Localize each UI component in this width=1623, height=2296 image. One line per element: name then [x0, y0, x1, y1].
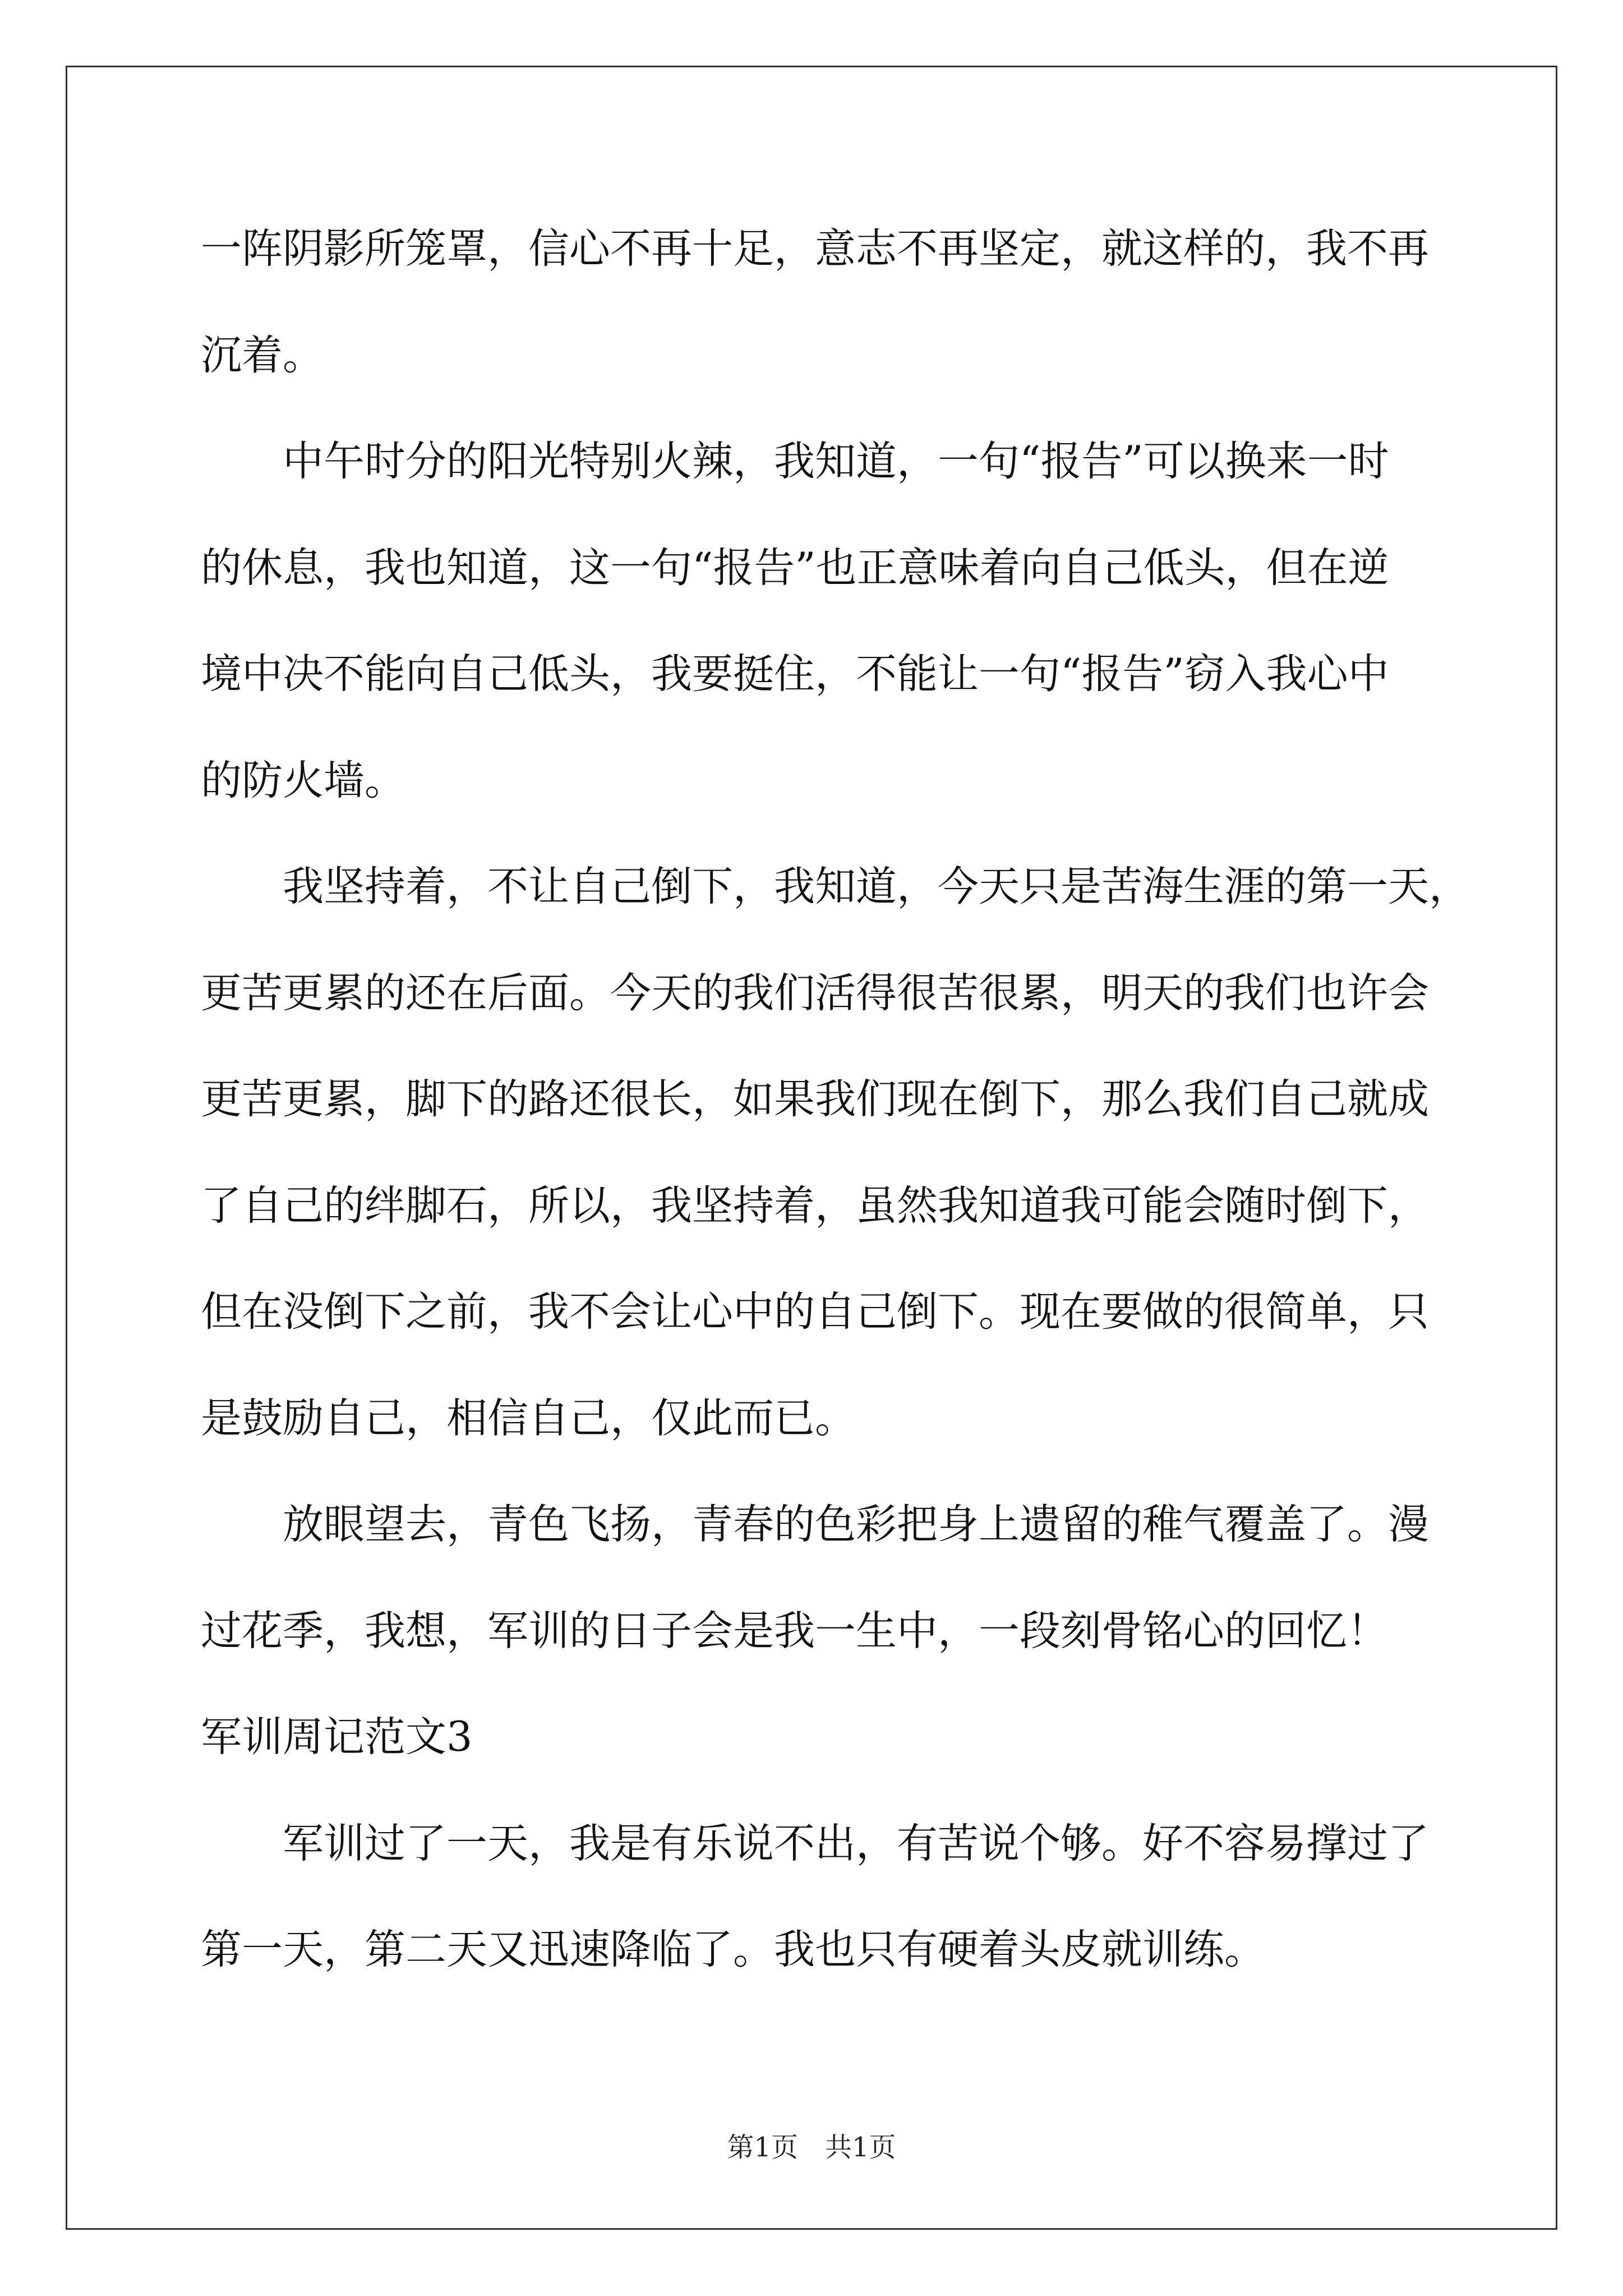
- text-line: 的休息，我也知道，这一句“报告”也正意味着向自己低头，但在逆: [201, 544, 1389, 592]
- text-line: 第一天，第二天又迅速降临了。我也只有硬着头皮就训练。: [201, 1926, 1265, 1973]
- text-line: 过花季，我想，军训的日子会是我一生中，一段刻骨铭心的回忆！: [201, 1607, 1388, 1655]
- text-line: 沉着。: [201, 331, 324, 379]
- paragraph: [201, 408, 1491, 834]
- section-title-block: [201, 1684, 1491, 1791]
- text-line: 境中决不能向自己低头，我要挺住，不能让一句“报告”窃入我心中: [201, 650, 1389, 698]
- text-line: 军训过了一天，我是有乐说不出，有苦说个够。好不容易撑过了: [283, 1819, 1429, 1867]
- text-line: 我坚持着，不让自己倒下，我知道，今天只是苦海生涯的第一天，: [283, 863, 1470, 910]
- paragraph: [201, 196, 1491, 408]
- paragraph: [201, 1471, 1491, 1684]
- text-line: 是鼓励自己，相信自己，仅此而已。: [201, 1394, 856, 1442]
- section-title: 军训周记范文3: [201, 1713, 473, 1761]
- text-line: 放眼望去，青色飞扬，青春的色彩把身上遗留的稚气覆盖了。漫: [283, 1501, 1429, 1548]
- text-line: 但在没倒下之前，我不会让心中的自己倒下。现在要做的很简单，只: [201, 1288, 1429, 1336]
- text-line: 的防火墙。: [201, 756, 405, 804]
- page-footer: 第1页 共1页: [727, 2132, 896, 2163]
- paragraph: [201, 834, 1491, 1471]
- text-line: 更苦更累的还在后面。今天的我们活得很苦很累，明天的我们也许会: [201, 969, 1429, 1017]
- text-line: 中午时分的阳光特别火辣，我知道，一句“报告”可以换来一时: [283, 438, 1389, 485]
- text-line: 更苦更累，脚下的路还很长，如果我们现在倒下，那么我们自己就成: [201, 1075, 1429, 1123]
- paragraph: [201, 1791, 1491, 2003]
- document-body: [201, 196, 1491, 2003]
- text-line: 一阵阴影所笼罩，信心不再十足，意志不再坚定，就这样的，我不再: [201, 225, 1429, 273]
- text-line: 了自己的绊脚石，所以，我坚持着，虽然我知道我可能会随时倒下，: [201, 1181, 1429, 1230]
